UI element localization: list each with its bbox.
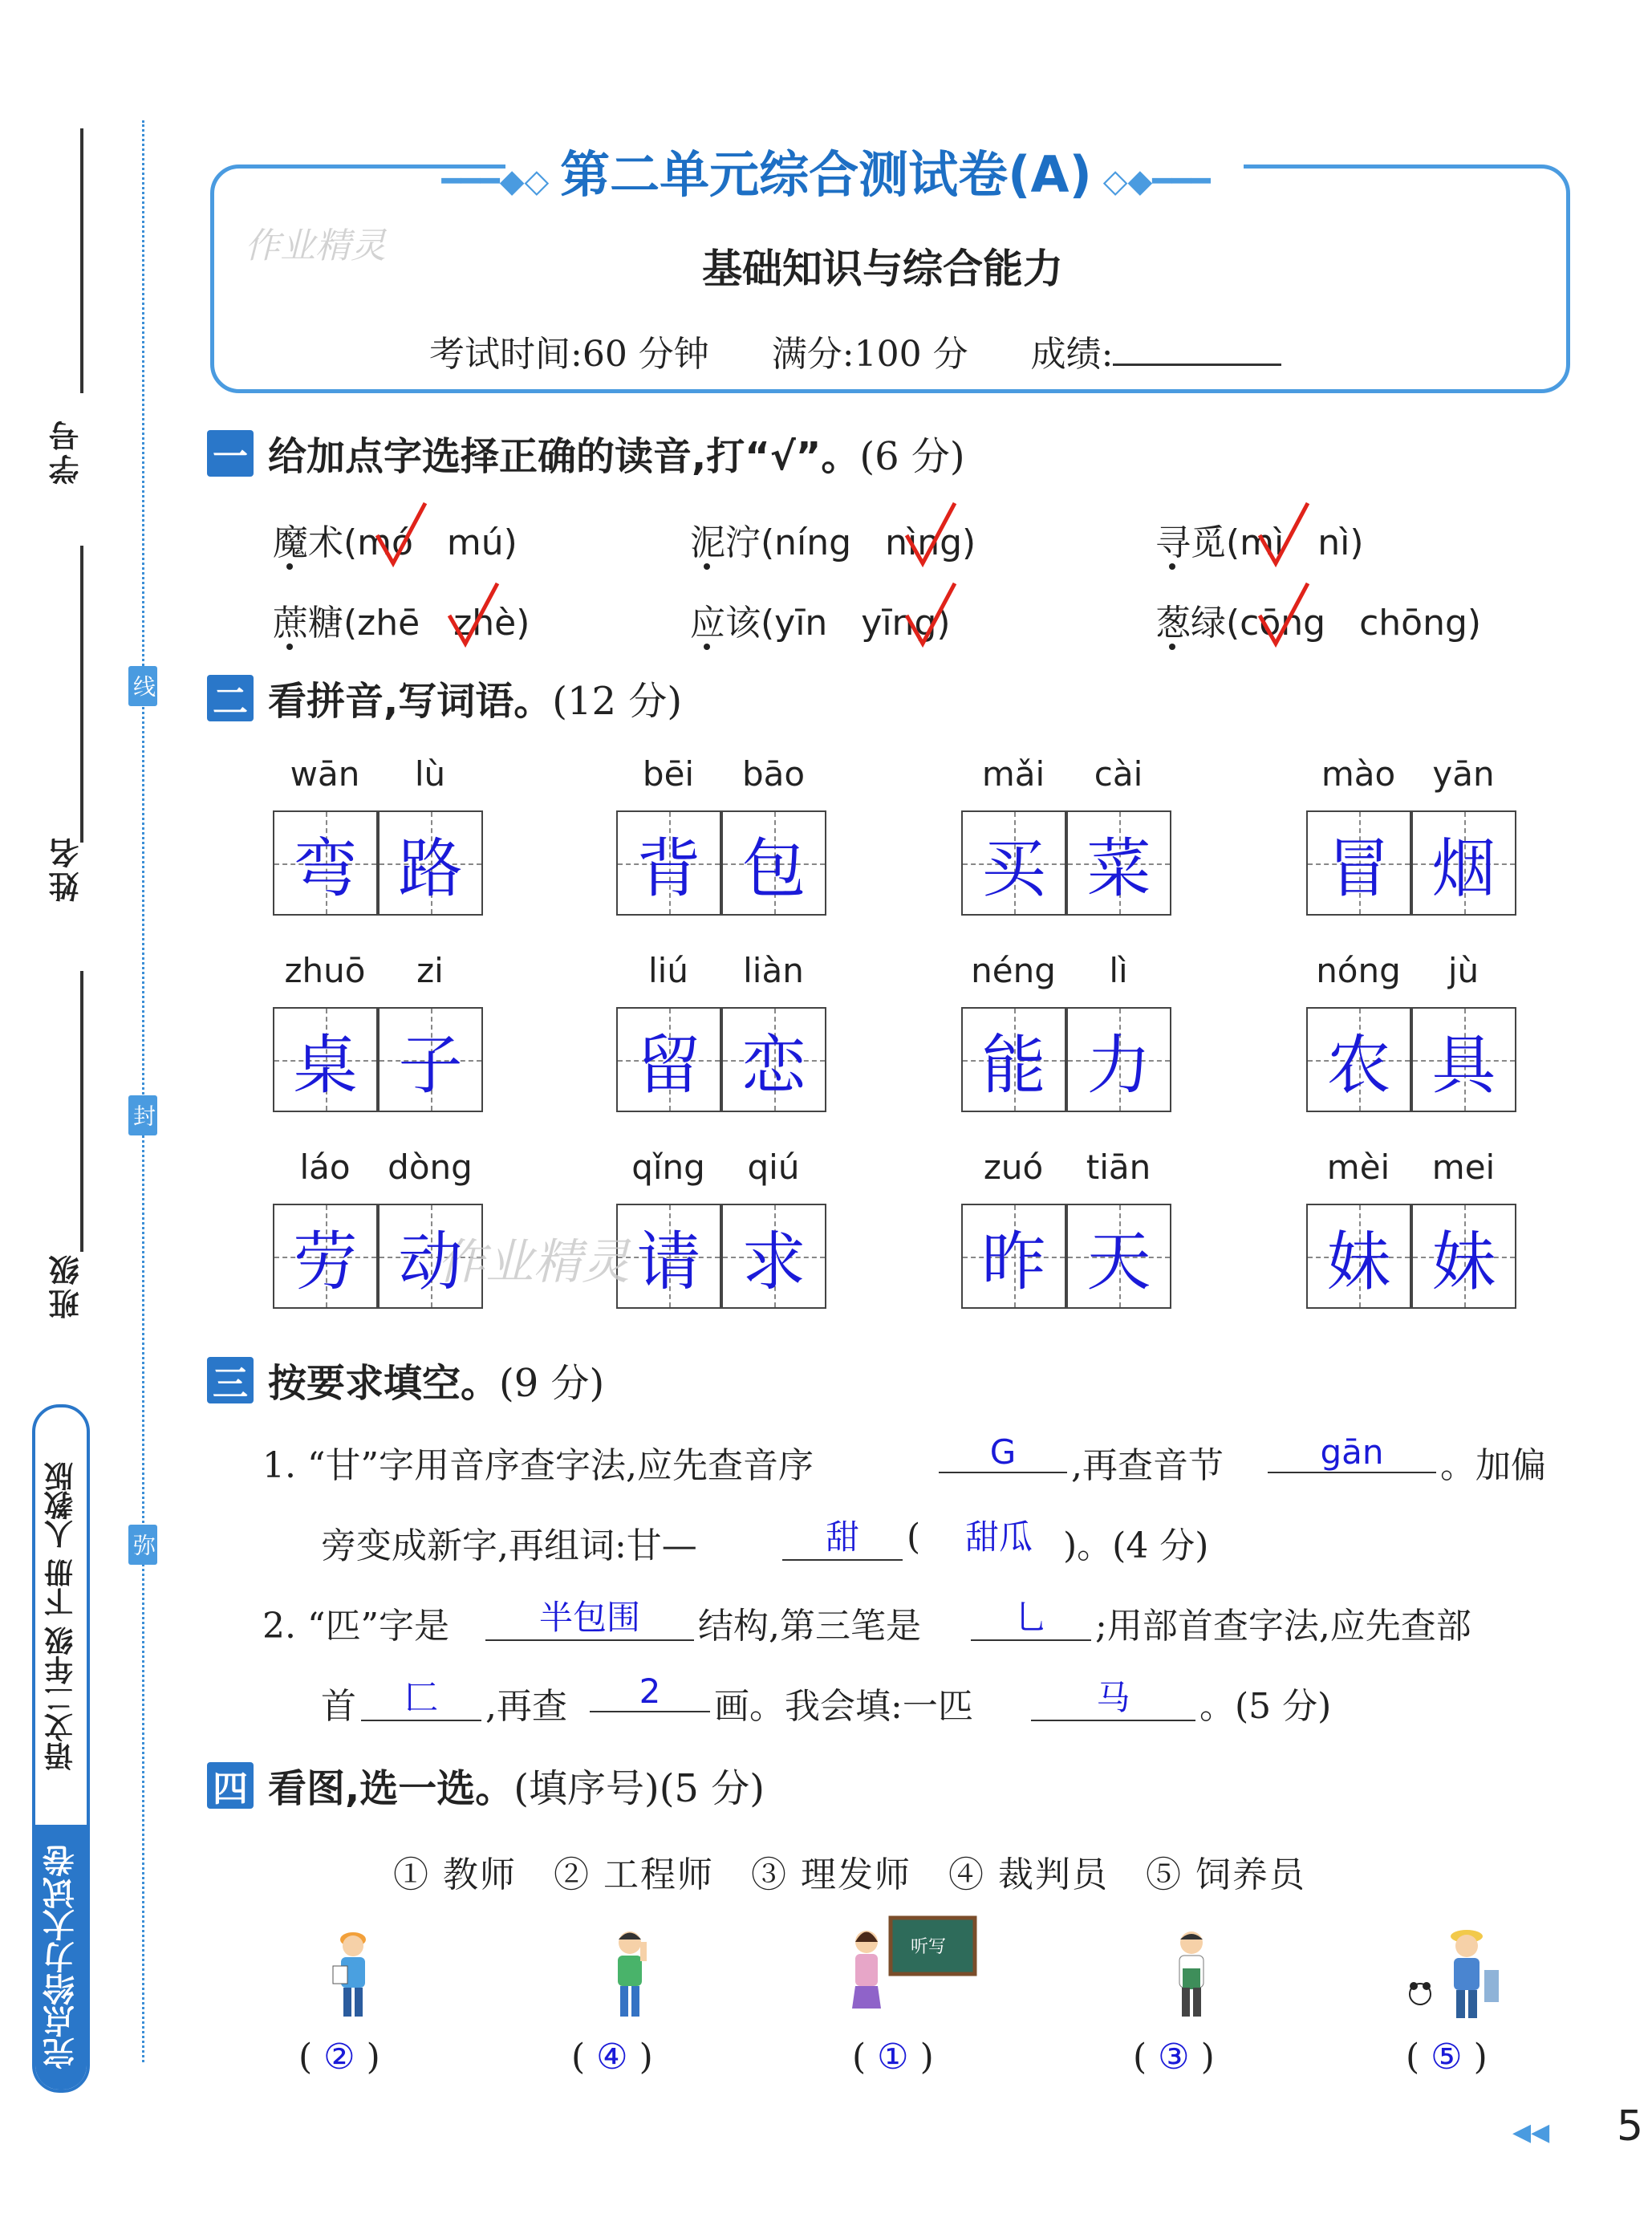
q3-1-text-e: ( xyxy=(907,1517,921,1558)
page-subtitle: 基础知识与综合能力 xyxy=(702,246,1063,292)
emphasis-dot xyxy=(286,644,293,650)
student-id-label: 学号 xyxy=(49,417,84,485)
written-character: 留 xyxy=(636,1028,701,1103)
q3-2-text-e: ,再查 xyxy=(485,1686,567,1727)
answer-2: ( ④ ) xyxy=(571,2037,653,2078)
pinyin-label: bēi xyxy=(642,754,695,794)
checkmark-icon xyxy=(441,579,505,652)
written-character: 子 xyxy=(398,1028,463,1103)
q3-2-text-b: 结构,第三笔是 xyxy=(698,1606,921,1647)
exam-info xyxy=(429,325,1281,376)
series-grade-label: 语文二年级 下册 人教版 xyxy=(44,1461,78,1771)
page-title: ━━━◆◇ 第二单元综合测试卷(A) ◇◆━━━ xyxy=(441,145,1211,204)
section-3-title: 按要求填空。 xyxy=(268,1361,500,1406)
binding-tag-xian: 线 xyxy=(128,666,157,706)
emphasis-dot xyxy=(704,563,710,570)
section-4-header xyxy=(207,1757,765,1813)
writing-cell[interactable] xyxy=(1066,1204,1171,1309)
checkmark-icon xyxy=(369,499,433,571)
pinyin-label: láo xyxy=(299,1147,351,1187)
name-label: 姓名 xyxy=(49,835,84,902)
option-1[interactable]: yīn xyxy=(774,603,828,644)
exam-time: 考试时间:60 分钟 xyxy=(429,334,709,375)
q3-1-blank-word[interactable]: 甜瓜 xyxy=(964,1517,1033,1557)
answer-4: ( ③ ) xyxy=(1133,2037,1215,2078)
written-character: 天 xyxy=(1086,1225,1151,1299)
score-blank[interactable] xyxy=(1113,364,1281,366)
emphasis-dot xyxy=(704,644,710,650)
option-1[interactable]: cōng xyxy=(1240,603,1326,644)
writing-cell[interactable] xyxy=(961,1007,1066,1112)
section-4-points: (填序号)(5 分) xyxy=(513,1766,765,1811)
pronunciation-options[interactable]: (cōng chōng) xyxy=(1226,603,1482,644)
pinyin-label: liàn xyxy=(743,951,804,990)
q3-1-blank-syllable[interactable]: gān xyxy=(1268,1432,1436,1473)
q3-2-blank-stroke[interactable]: 乚 xyxy=(971,1591,1091,1641)
pinyin-label: zhuō xyxy=(284,951,366,990)
emphasis-dot xyxy=(1169,644,1175,650)
option-2[interactable]: yīng xyxy=(861,603,937,644)
pinyin-label: wān xyxy=(290,754,360,794)
q3-2-text-a: 2. “匹”字是 xyxy=(262,1606,449,1647)
emphasis-dot xyxy=(286,563,293,570)
written-character: 恋 xyxy=(741,1028,806,1103)
section-4-number: 四 xyxy=(207,1762,254,1809)
q3-1-blank-new-char[interactable]: 甜 xyxy=(782,1511,903,1561)
pinyin-label: lì xyxy=(1109,951,1128,990)
answer-1-value[interactable]: ② xyxy=(323,2037,355,2078)
q3-2-text-f: 画。我会填:一匹 xyxy=(714,1686,973,1727)
pronunciation-options[interactable]: (zhē zhè) xyxy=(343,603,530,644)
section-3-points: (9 分) xyxy=(499,1361,605,1406)
written-character: 能 xyxy=(981,1028,1046,1103)
q3-1-text-b: ,再查音节 xyxy=(1071,1445,1224,1486)
writing-cell[interactable] xyxy=(378,1204,483,1309)
pronunciation-word: 魔术 xyxy=(273,522,343,563)
written-character: 具 xyxy=(1431,1028,1496,1103)
watermark-logo: 作业精灵 xyxy=(245,225,386,266)
answer-5: ( ⑤ ) xyxy=(1406,2037,1488,2078)
q3-2-blank-radical[interactable]: 匚 xyxy=(361,1671,481,1721)
writing-cell[interactable] xyxy=(1066,1007,1171,1112)
option-2[interactable]: nì xyxy=(1317,522,1350,563)
writing-cell[interactable] xyxy=(1306,810,1411,916)
pronunciation-word: 寻觅 xyxy=(1155,522,1226,563)
section-1-number: 一 xyxy=(207,430,254,477)
written-character: 菜 xyxy=(1086,831,1151,906)
writing-cell[interactable] xyxy=(721,1007,826,1112)
score-label: 成绩: xyxy=(1030,334,1114,375)
checkmark-icon xyxy=(899,579,963,652)
written-character: 弯 xyxy=(293,831,358,906)
writing-cell[interactable] xyxy=(1306,1007,1411,1112)
writing-cell[interactable] xyxy=(961,810,1066,916)
pinyin-label: tiān xyxy=(1086,1147,1151,1187)
writing-cell[interactable] xyxy=(616,1007,721,1112)
pinyin-label: yān xyxy=(1432,754,1495,794)
writing-cell[interactable] xyxy=(721,1204,826,1309)
written-character: 路 xyxy=(398,831,463,906)
written-character: 劳 xyxy=(293,1225,358,1299)
pronunciation-options[interactable]: (mì nì) xyxy=(1226,522,1364,563)
writing-cell[interactable] xyxy=(1411,1007,1516,1112)
section-2-number: 二 xyxy=(207,675,254,721)
q3-2-blank-measure[interactable]: 马 xyxy=(1031,1671,1195,1721)
answer-3: ( ① ) xyxy=(852,2037,934,2078)
writing-cell[interactable] xyxy=(1411,1204,1516,1309)
pinyin-label: mèi xyxy=(1326,1147,1390,1187)
option-2[interactable]: zhè xyxy=(453,603,517,644)
engineer-figure xyxy=(325,1922,381,2026)
answer-3-value[interactable]: ① xyxy=(877,2037,909,2078)
pinyin-label: néng xyxy=(971,951,1056,990)
page-arrows-icon: ◀◀ xyxy=(1512,2118,1550,2147)
written-character: 农 xyxy=(1326,1028,1391,1103)
pinyin-label: bāo xyxy=(741,754,806,794)
q3-2-text-g: 。(5 分) xyxy=(1199,1686,1332,1727)
option-2[interactable]: chōng xyxy=(1359,603,1467,644)
pinyin-label: zi xyxy=(416,951,444,990)
pinyin-label: zuó xyxy=(983,1147,1044,1187)
section-4-options: ① 教师 ② 工程师 ③ 理发师 ④ 裁判员 ⑤ 饲养员 xyxy=(393,1854,1306,1895)
writing-cell[interactable] xyxy=(1411,810,1516,916)
checkmark-icon xyxy=(899,499,963,571)
section-2-points: (12 分) xyxy=(552,679,683,724)
option-1[interactable]: zhē xyxy=(357,603,420,644)
pinyin-label: lù xyxy=(414,754,446,794)
writing-cell[interactable] xyxy=(616,1204,721,1309)
writing-cell[interactable] xyxy=(1066,810,1171,916)
pronunciation-item xyxy=(1155,594,1481,645)
writing-cell[interactable] xyxy=(378,810,483,916)
written-character: 背 xyxy=(636,831,701,906)
pronunciation-options[interactable]: (yīn yīng) xyxy=(761,603,951,644)
series-badge xyxy=(32,1404,90,2093)
answer-2-value[interactable]: ④ xyxy=(596,2037,628,2078)
section-2-header xyxy=(207,670,682,725)
answer-1: ( ② ) xyxy=(298,2037,380,2078)
emphasis-dot xyxy=(1169,563,1175,570)
written-character: 妹 xyxy=(1431,1225,1496,1299)
q3-1-text-c: 。加偏 xyxy=(1440,1445,1546,1486)
written-character: 包 xyxy=(741,831,806,906)
q3-1-text-f: )。(4 分) xyxy=(1063,1525,1209,1566)
writing-cell[interactable] xyxy=(378,1007,483,1112)
written-character: 力 xyxy=(1086,1028,1151,1103)
written-character: 妹 xyxy=(1326,1225,1391,1299)
series-brand-label: 完点给力大试卷 xyxy=(35,1825,87,2090)
option-2[interactable]: nìng xyxy=(885,522,963,563)
section-3-number: 三 xyxy=(207,1357,254,1403)
q3-2-blank-strokes-count[interactable]: 2 xyxy=(590,1671,710,1712)
writing-cell[interactable] xyxy=(273,810,378,916)
written-character: 昨 xyxy=(981,1225,1046,1299)
pinyin-label: mǎi xyxy=(981,754,1045,794)
writing-cell[interactable] xyxy=(273,1007,378,1112)
pinyin-label: mào xyxy=(1321,754,1396,794)
pinyin-label: jù xyxy=(1447,951,1479,990)
q3-1-blank-initial[interactable]: G xyxy=(939,1432,1067,1473)
checkmark-icon xyxy=(1252,579,1316,652)
watermark-center: 作业精灵 xyxy=(437,1234,630,1290)
name-line xyxy=(80,546,83,843)
section-1-title: 给加点字选择正确的读音,打“√”。 xyxy=(268,434,860,479)
section-1-header xyxy=(207,425,965,481)
section-4-title: 看图,选一选。 xyxy=(268,1766,514,1811)
written-character: 买 xyxy=(981,831,1046,906)
pinyin-label: qiú xyxy=(747,1147,800,1187)
pinyin-label: dòng xyxy=(388,1147,473,1187)
checkmark-icon xyxy=(1252,499,1316,571)
answer-5-value[interactable]: ⑤ xyxy=(1431,2037,1463,2078)
written-character: 冒 xyxy=(1326,831,1391,906)
pronunciation-word: 蔗糖 xyxy=(273,603,343,644)
binding-tag-feng: 封 xyxy=(128,1095,157,1135)
class-line xyxy=(80,971,83,1252)
written-character: 求 xyxy=(741,1225,806,1299)
writing-cell[interactable] xyxy=(721,810,826,916)
pinyin-label: nóng xyxy=(1316,951,1401,990)
teacher-figure xyxy=(842,1914,979,2018)
q3-1-text-d: 旁变成新字,再组词:甘— xyxy=(321,1525,697,1566)
pronunciation-word: 应该 xyxy=(690,603,761,644)
option-1[interactable]: mì xyxy=(1240,522,1285,563)
option-1[interactable]: níng xyxy=(774,522,852,563)
written-character: 动 xyxy=(398,1225,463,1299)
answer-4-value[interactable]: ③ xyxy=(1158,2037,1190,2078)
referee-figure xyxy=(602,1922,658,2026)
q3-1-text-a: 1. “甘”字用音序查字法,应先查音序 xyxy=(262,1445,814,1486)
pronunciation-options[interactable]: (níng nìng) xyxy=(761,522,976,563)
binding-dotted-line xyxy=(142,120,144,2062)
pronunciation-word: 葱绿 xyxy=(1155,603,1226,644)
writing-cell[interactable] xyxy=(1306,1204,1411,1309)
q3-2-blank-structure[interactable]: 半包围 xyxy=(485,1591,694,1641)
keeper-figure xyxy=(1404,1922,1508,2026)
board-text: 听写 xyxy=(911,1937,947,1957)
binding-tag-mi: 弥 xyxy=(128,1525,157,1565)
page-number: 5 xyxy=(1617,2102,1644,2151)
pinyin-label: qǐng xyxy=(631,1147,705,1187)
full-score: 满分:100 分 xyxy=(771,334,968,375)
pronunciation-options[interactable]: (mó mú) xyxy=(343,522,518,563)
pinyin-label: mei xyxy=(1431,1147,1496,1187)
section-2-title: 看拼音,写词语。 xyxy=(268,679,553,724)
option-2[interactable]: mú xyxy=(446,522,504,563)
class-label: 班级 xyxy=(49,1252,84,1319)
q3-2-text-d: 首 xyxy=(321,1686,356,1727)
pronunciation-word: 泥泞 xyxy=(690,522,761,563)
written-character: 请 xyxy=(636,1225,701,1299)
pinyin-label: cài xyxy=(1094,754,1143,794)
barber-figure xyxy=(1163,1922,1220,2026)
writing-cell[interactable] xyxy=(961,1204,1066,1309)
option-1[interactable]: mó xyxy=(357,522,413,563)
q3-2-text-c: ;用部首查字法,应先查部 xyxy=(1095,1606,1471,1647)
title-right-ornament-icon: ◇◆━━━ xyxy=(1091,163,1211,200)
written-character: 桌 xyxy=(293,1028,358,1103)
pinyin-label: liú xyxy=(648,951,688,990)
writing-cell[interactable] xyxy=(273,1204,378,1309)
section-1-points: (6 分) xyxy=(859,434,965,479)
title-left-ornament-icon: ━━━◆◇ xyxy=(441,163,561,200)
section-3-header xyxy=(207,1352,604,1407)
writing-cell[interactable] xyxy=(616,810,721,916)
written-character: 烟 xyxy=(1431,831,1496,906)
